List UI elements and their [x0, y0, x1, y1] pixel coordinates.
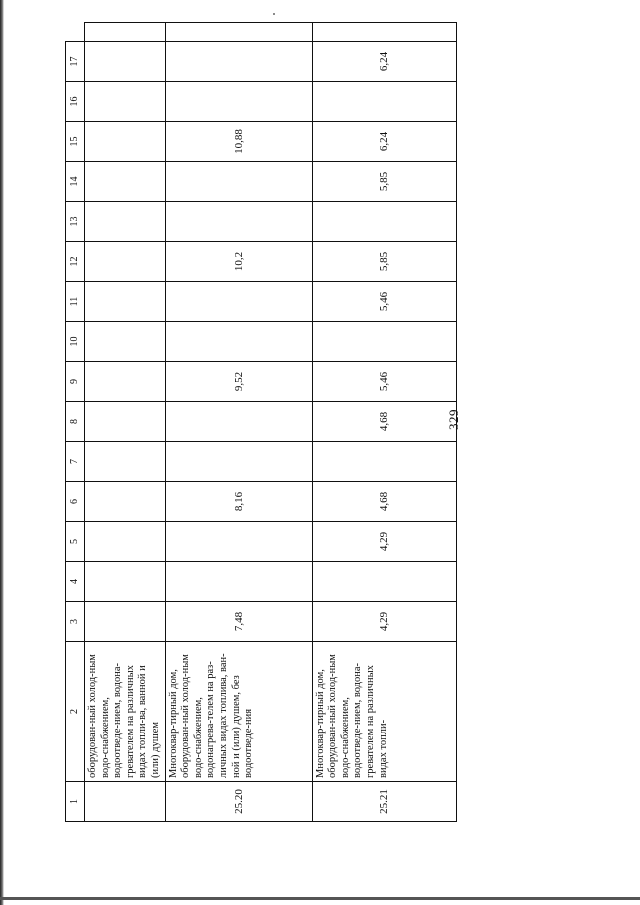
row-description: Многоквар-тирный дом, оборудован-ный холод-ным водо-снабжением, водоотведе-нием, водона-гревателем на различных видах топли- [312, 642, 456, 782]
header-cell: 16 [66, 82, 85, 122]
table-cell [85, 482, 166, 522]
table-cell [85, 562, 166, 602]
table-cell: 5,85 [312, 162, 456, 202]
table-cell: 5,46 [312, 282, 456, 322]
row-code [85, 782, 166, 822]
table-cell: 4,29 [312, 602, 456, 642]
table-row [312, 23, 456, 822]
table-row [165, 23, 312, 822]
table-row [85, 23, 166, 822]
table-cell [85, 442, 166, 482]
table-cell: 6,24 [312, 42, 456, 82]
scan-edge-left [0, 0, 4, 905]
table-cell: 7,48 [165, 602, 312, 642]
page-number: 329 [446, 409, 461, 430]
table-cell [312, 82, 456, 122]
table-cell [85, 602, 166, 642]
table-cell [85, 242, 166, 282]
table-cell [85, 122, 166, 162]
table-cell [85, 42, 166, 82]
table-cell [85, 322, 166, 362]
header-cell: 17 [66, 42, 85, 82]
row-description: Многоквар-тирный дом, оборудован-ный холод-ным водо-снабжением, водонагрева-телем на раз-личных видах топлива, ван-ной и (или) душем, без водоотведе-ния [165, 642, 312, 782]
table-cell [165, 162, 312, 202]
table-cell: 8,16 [165, 482, 312, 522]
table-cell [85, 162, 166, 202]
header-cell: 14 [66, 162, 85, 202]
table-cell [165, 402, 312, 442]
table-header-row [66, 23, 85, 822]
table-cell: 4,68 [312, 402, 456, 442]
table-cell: 10,2 [165, 242, 312, 282]
table-cell [165, 522, 312, 562]
table-cell [165, 42, 312, 82]
table-cell [165, 82, 312, 122]
table-cell [85, 202, 166, 242]
table-cell [85, 23, 166, 42]
header-cell: 2 [66, 642, 85, 782]
table-cell: 6,24 [312, 122, 456, 162]
row-description: оборудован-ный холод-ным водо-снабжением, водоотведе-нием, водона-гревателем на различных видах топли-ва, ванной и (или) душем [85, 642, 166, 782]
header-cell: 4 [66, 562, 85, 602]
header-cell: 10 [66, 322, 85, 362]
header-cell: 13 [66, 202, 85, 242]
header-cell: 9 [66, 362, 85, 402]
rotated-table-wrapper [65, 22, 425, 822]
table-cell [165, 282, 312, 322]
row-code: 25.20 [165, 782, 312, 822]
table-cell [85, 82, 166, 122]
tariff-table [65, 22, 457, 822]
table-cell: 4,68 [312, 482, 456, 522]
table-cell [312, 562, 456, 602]
table-cell [165, 23, 312, 42]
table-cell [85, 402, 166, 442]
table-cell: 9,52 [165, 362, 312, 402]
table-cell: 5,85 [312, 242, 456, 282]
table-cell: 10,88 [165, 122, 312, 162]
table-cell [312, 322, 456, 362]
table-cell [165, 202, 312, 242]
scan-edge-bottom [0, 897, 640, 900]
header-cell: 3 [66, 602, 85, 642]
header-cell: 12 [66, 242, 85, 282]
table-cell [165, 562, 312, 602]
table-cell [165, 442, 312, 482]
row-code: 25.21 [312, 782, 456, 822]
header-cell: 6 [66, 482, 85, 522]
table-cell [85, 362, 166, 402]
header-cell: 8 [66, 402, 85, 442]
header-cell: 1 [66, 782, 85, 822]
table-cell [312, 202, 456, 242]
table-cell [85, 282, 166, 322]
header-cell: 7 [66, 442, 85, 482]
table-cell [312, 23, 456, 42]
table-cell [165, 322, 312, 362]
table-cell: 5,46 [312, 362, 456, 402]
header-cell: 15 [66, 122, 85, 162]
table-cell: 4,29 [312, 522, 456, 562]
table-cell [312, 442, 456, 482]
header-cell: 5 [66, 522, 85, 562]
scan-speck [273, 13, 275, 15]
header-cell: 11 [66, 282, 85, 322]
table-cell [85, 522, 166, 562]
